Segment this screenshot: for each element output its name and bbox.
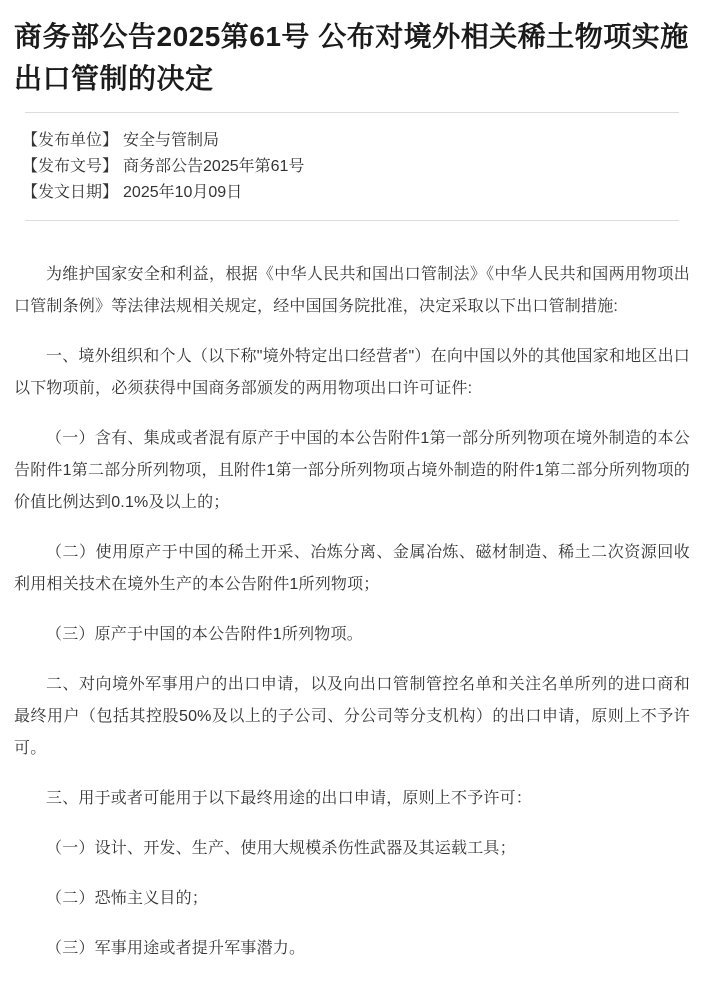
page-title: 商务部公告2025第61号 公布对境外相关稀土物项实施出口管制的决定 (14, 21, 689, 94)
paragraph-article1: 一、境外组织和个人（以下称"境外特定出口经营者"）在向中国以外的其他国家和地区出口以下物项前，必须获得中国商务部颁发的两用物项出口许可证件: (14, 348, 690, 397)
meta-publisher-value: 安全与管制局 (123, 132, 220, 149)
paragraph-article1-item2: （二）使用原产于中国的稀土开采、冶炼分离、金属冶炼、磁材制造、稀土二次资源回收利用相关技术在境外生产的本公告附件1所列物项； (14, 544, 690, 593)
meta-doc-number-label: 【发布文号】 (22, 158, 119, 175)
document-body (14, 221, 690, 965)
paragraph-preamble: 为维护国家安全和利益，根据《中华人民共和国出口管制法》《中华人民共和国两用物项出口管制条例》等法律法规相关规定，经中国国务院批准，决定采取以下出口管制措施: (14, 266, 690, 315)
meta-doc-number-value: 商务部公告2025年第61号 (123, 158, 305, 175)
document-page (0, 16, 704, 1007)
meta-block (14, 113, 690, 220)
paragraph-article2: 二、对向境外军事用户的出口申请，以及向出口管制管控名单和关注名单所列的进口商和最终用户（包括其控股50%及以上的子公司、分公司等分支机构）的出口申请，原则上不予许可。 (14, 676, 690, 757)
meta-date (22, 180, 682, 206)
paragraph-article1-item1: （一）含有、集成或者混有原产于中国的本公告附件1第一部分所列物项在境外制造的本公告附件1第二部分所列物项，且附件1第一部分所列物项占境外制造的附件1第二部分所列物项的价值比例达到0.1%及以上的； (14, 430, 690, 511)
meta-doc-number (22, 154, 682, 180)
paragraph-article3-item1: （一）设计、开发、生产、使用大规模杀伤性武器及其运载工具； (46, 840, 516, 857)
meta-date-value: 2025年10月09日 (123, 184, 243, 201)
paragraph-article3-item2: （二）恐怖主义目的； (46, 890, 209, 907)
paragraph-article1-item3: （三）原产于中国的本公告附件1所列物项。 (46, 626, 363, 643)
meta-date-label: 【发文日期】 (22, 184, 119, 201)
paragraph-article3-item3: （三）军事用途或者提升军事潜力。 (46, 940, 306, 957)
meta-publisher (22, 128, 682, 154)
meta-publisher-label: 【发布单位】 (22, 132, 119, 149)
paragraph-article3: 三、用于或者可能用于以下最终用途的出口申请，原则上不予许可： (46, 790, 533, 807)
